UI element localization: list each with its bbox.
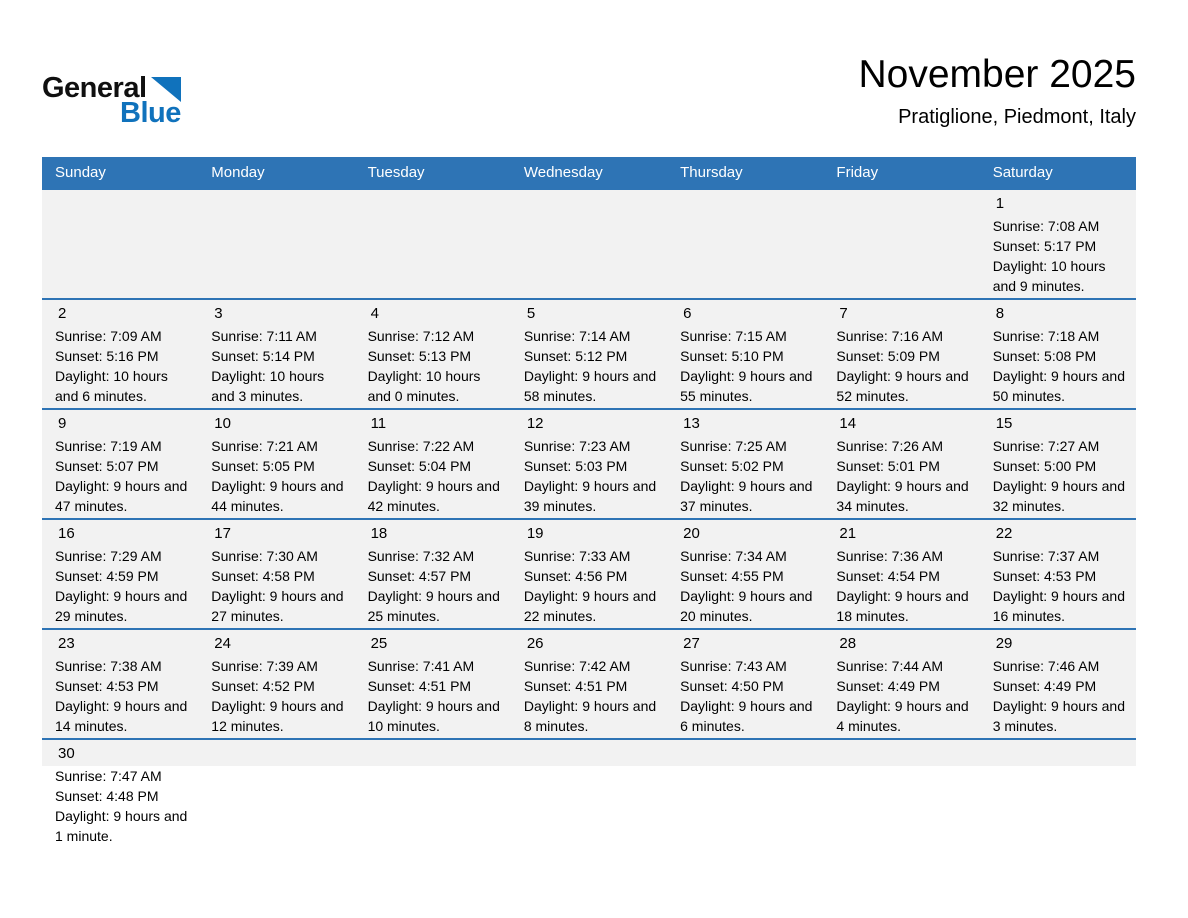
day-cell — [355, 410, 511, 518]
daylight-text: Daylight: 9 hours and 14 minutes. — [55, 698, 188, 734]
daylight-text: Daylight: 9 hours and 32 minutes. — [992, 478, 1125, 514]
day-number: 3 — [214, 305, 223, 322]
day-number: 13 — [683, 415, 700, 432]
sunset-text: Sunset: 5:13 PM — [367, 348, 472, 364]
weekday-header-row — [42, 157, 1136, 188]
title-block — [859, 52, 1137, 129]
empty-day-cell — [511, 190, 667, 298]
empty-day-cell — [980, 740, 1136, 846]
daylight-text: Daylight: 10 hours and 0 minutes. — [367, 368, 481, 404]
sunset-text: Sunset: 5:03 PM — [523, 458, 628, 474]
day-cell — [355, 630, 511, 738]
daylight-text: Daylight: 9 hours and 58 minutes. — [523, 368, 657, 404]
sunset-text: Sunset: 4:49 PM — [992, 678, 1097, 694]
daylight-text: Daylight: 9 hours and 1 minute. — [55, 808, 188, 844]
day-cell — [823, 300, 979, 408]
sunset-text: Sunset: 4:50 PM — [680, 678, 784, 694]
empty-day-cell — [42, 190, 198, 298]
day-cell — [511, 630, 667, 738]
day-number: 9 — [58, 415, 67, 432]
sunset-text: Sunset: 5:00 PM — [992, 458, 1097, 474]
sunrise-text: Sunrise: 7:26 AM — [836, 438, 944, 454]
day-number: 23 — [58, 635, 75, 652]
daylight-text: Daylight: 9 hours and 4 minutes. — [836, 698, 969, 734]
empty-day-cell — [511, 740, 667, 846]
day-cell — [980, 190, 1136, 298]
sunset-text: Sunset: 4:53 PM — [55, 678, 159, 694]
sunrise-text: Sunrise: 7:19 AM — [55, 438, 162, 454]
day-cell — [667, 300, 823, 408]
sunset-text: Sunset: 4:54 PM — [836, 568, 940, 584]
day-cell — [42, 740, 198, 846]
daylight-text: Daylight: 9 hours and 29 minutes. — [55, 588, 188, 624]
day-number: 12 — [526, 415, 544, 432]
sunset-text: Sunset: 4:48 PM — [55, 788, 159, 804]
weekday-header-tuesday: Tuesday — [367, 164, 425, 181]
daylight-text: Daylight: 9 hours and 52 minutes. — [836, 368, 969, 404]
week-row — [42, 408, 1136, 518]
empty-day-cell — [355, 740, 511, 846]
day-cell — [198, 520, 354, 628]
sunrise-text: Sunrise: 7:33 AM — [523, 548, 631, 564]
daylight-text: Daylight: 9 hours and 37 minutes. — [680, 478, 813, 514]
day-number: 11 — [370, 415, 387, 432]
day-cell — [42, 410, 198, 518]
calendar-table — [42, 157, 1136, 850]
week-row — [42, 188, 1136, 298]
sunset-text: Sunset: 5:04 PM — [367, 458, 472, 474]
sunrise-text: Sunrise: 7:16 AM — [836, 328, 944, 344]
day-number: 29 — [995, 635, 1013, 652]
sunrise-text: Sunrise: 7:12 AM — [367, 328, 475, 344]
day-number: 1 — [995, 195, 1005, 212]
sunset-text: Sunset: 5:14 PM — [211, 348, 315, 364]
logo-text-blue: Blue — [120, 97, 181, 129]
daylight-text: Daylight: 9 hours and 12 minutes. — [211, 698, 344, 734]
daylight-text: Daylight: 9 hours and 44 minutes. — [211, 478, 344, 514]
sunrise-text: Sunrise: 7:32 AM — [367, 548, 475, 564]
weekday-header-monday: Monday — [211, 164, 265, 181]
sunset-text: Sunset: 5:10 PM — [680, 348, 784, 364]
sunset-text: Sunset: 5:07 PM — [55, 458, 159, 474]
day-cell — [42, 300, 198, 408]
day-number: 20 — [683, 525, 700, 542]
sunset-text: Sunset: 5:01 PM — [836, 458, 940, 474]
day-cell — [823, 630, 979, 738]
weekday-header-thursday: Thursday — [680, 164, 743, 181]
daylight-text: Daylight: 10 hours and 6 minutes. — [55, 368, 168, 404]
sunrise-text: Sunrise: 7:34 AM — [680, 548, 787, 564]
daylight-text: Daylight: 9 hours and 10 minutes. — [367, 698, 500, 734]
day-cell — [667, 630, 823, 738]
daylight-text: Daylight: 9 hours and 25 minutes. — [367, 588, 500, 624]
empty-day-cell — [667, 740, 823, 846]
daylight-text: Daylight: 9 hours and 42 minutes. — [367, 478, 500, 514]
day-number: 28 — [839, 635, 857, 652]
weekday-header-wednesday: Wednesday — [523, 164, 603, 181]
sunrise-text: Sunrise: 7:21 AM — [211, 438, 318, 454]
day-number: 2 — [58, 305, 67, 322]
day-cell — [355, 300, 511, 408]
sunset-text: Sunset: 5:02 PM — [680, 458, 784, 474]
day-cell — [511, 520, 667, 628]
sunset-text: Sunset: 4:59 PM — [55, 568, 159, 584]
empty-day-cell — [355, 190, 511, 298]
sunrise-text: Sunrise: 7:25 AM — [680, 438, 787, 454]
sunset-text: Sunset: 5:09 PM — [836, 348, 940, 364]
daylight-text: Daylight: 9 hours and 3 minutes. — [992, 698, 1125, 734]
weekday-header-sunday: Sunday — [55, 164, 106, 181]
day-number: 21 — [839, 525, 857, 542]
sunrise-text: Sunrise: 7:08 AM — [992, 218, 1100, 234]
daylight-text: Daylight: 9 hours and 22 minutes. — [523, 588, 657, 624]
day-number: 22 — [995, 525, 1013, 542]
sunrise-text: Sunrise: 7:14 AM — [523, 328, 631, 344]
day-number: 17 — [214, 525, 231, 542]
day-cell — [511, 410, 667, 518]
sunrise-text: Sunrise: 7:47 AM — [55, 768, 162, 784]
sunrise-text: Sunrise: 7:30 AM — [211, 548, 318, 564]
day-number: 16 — [58, 525, 75, 542]
sunrise-text: Sunrise: 7:27 AM — [992, 438, 1100, 454]
month-title: November 2025 — [858, 53, 1136, 96]
daylight-text: Daylight: 10 hours and 9 minutes. — [992, 258, 1106, 294]
daylight-text: Daylight: 9 hours and 16 minutes. — [992, 588, 1125, 624]
day-number: 4 — [370, 305, 379, 322]
day-number: 8 — [995, 305, 1005, 322]
week-row — [42, 298, 1136, 408]
day-cell — [980, 630, 1136, 738]
day-cell — [980, 520, 1136, 628]
sunset-text: Sunset: 4:55 PM — [680, 568, 784, 584]
sunset-text: Sunset: 4:51 PM — [523, 678, 628, 694]
empty-day-cell — [823, 190, 979, 298]
sunrise-text: Sunrise: 7:18 AM — [992, 328, 1100, 344]
day-cell — [823, 520, 979, 628]
day-cell — [198, 630, 354, 738]
sunrise-text: Sunrise: 7:09 AM — [55, 328, 162, 344]
general-blue-logo — [42, 74, 262, 158]
sunset-text: Sunset: 4:56 PM — [523, 568, 628, 584]
day-number: 30 — [58, 745, 75, 762]
daylight-text: Daylight: 9 hours and 18 minutes. — [836, 588, 969, 624]
day-cell — [667, 410, 823, 518]
day-cell — [355, 520, 511, 628]
sunset-text: Sunset: 5:08 PM — [992, 348, 1097, 364]
sunset-text: Sunset: 5:12 PM — [523, 348, 628, 364]
location-subtitle: Pratiglione, Piedmont, Italy — [898, 106, 1136, 128]
day-cell — [198, 410, 354, 518]
daylight-text: Daylight: 9 hours and 34 minutes. — [836, 478, 969, 514]
sunset-text: Sunset: 4:52 PM — [211, 678, 315, 694]
sunrise-text: Sunrise: 7:29 AM — [55, 548, 162, 564]
sunset-text: Sunset: 5:05 PM — [211, 458, 315, 474]
week-row — [42, 738, 1136, 850]
empty-day-cell — [198, 740, 354, 846]
empty-day-cell — [823, 740, 979, 846]
weekday-header-friday: Friday — [836, 164, 879, 181]
sunrise-text: Sunrise: 7:22 AM — [367, 438, 475, 454]
calendar-grid — [42, 188, 1136, 850]
daylight-text: Daylight: 9 hours and 39 minutes. — [523, 478, 657, 514]
daylight-text: Daylight: 9 hours and 50 minutes. — [992, 368, 1125, 404]
sunrise-text: Sunrise: 7:41 AM — [367, 658, 475, 674]
daylight-text: Daylight: 9 hours and 20 minutes. — [680, 588, 813, 624]
daylight-text: Daylight: 9 hours and 6 minutes. — [680, 698, 813, 734]
day-number: 27 — [683, 635, 700, 652]
daylight-text: Daylight: 9 hours and 55 minutes. — [680, 368, 813, 404]
sunrise-text: Sunrise: 7:36 AM — [836, 548, 944, 564]
sunrise-text: Sunrise: 7:46 AM — [992, 658, 1100, 674]
day-number: 6 — [683, 305, 692, 322]
week-row — [42, 518, 1136, 628]
day-number: 19 — [526, 525, 544, 542]
sunset-text: Sunset: 4:49 PM — [836, 678, 940, 694]
day-number: 15 — [995, 415, 1013, 432]
sunrise-text: Sunrise: 7:44 AM — [836, 658, 944, 674]
day-cell — [980, 300, 1136, 408]
sunrise-text: Sunrise: 7:43 AM — [680, 658, 787, 674]
day-number: 7 — [839, 305, 848, 322]
sunrise-text: Sunrise: 7:37 AM — [992, 548, 1100, 564]
empty-day-cell — [198, 190, 354, 298]
daylight-text: Daylight: 9 hours and 8 minutes. — [523, 698, 657, 734]
daylight-text: Daylight: 9 hours and 47 minutes. — [55, 478, 188, 514]
day-number: 25 — [370, 635, 388, 652]
sunset-text: Sunset: 5:17 PM — [992, 238, 1097, 254]
daylight-text: Daylight: 10 hours and 3 minutes. — [211, 368, 325, 404]
page-header — [42, 52, 1136, 158]
sunset-text: Sunset: 5:16 PM — [55, 348, 159, 364]
day-number: 10 — [214, 415, 231, 432]
day-cell — [198, 300, 354, 408]
sunrise-text: Sunrise: 7:23 AM — [523, 438, 631, 454]
empty-day-cell — [667, 190, 823, 298]
sunrise-text: Sunrise: 7:38 AM — [55, 658, 162, 674]
day-number: 26 — [526, 635, 544, 652]
sunrise-text: Sunrise: 7:42 AM — [523, 658, 631, 674]
sunset-text: Sunset: 4:53 PM — [992, 568, 1097, 584]
sunrise-text: Sunrise: 7:15 AM — [680, 328, 787, 344]
day-cell — [980, 410, 1136, 518]
sunset-text: Sunset: 4:51 PM — [367, 678, 472, 694]
sunrise-text: Sunrise: 7:39 AM — [211, 658, 318, 674]
day-number: 18 — [370, 525, 388, 542]
day-cell — [511, 300, 667, 408]
sunrise-text: Sunrise: 7:11 AM — [211, 328, 317, 344]
day-number: 14 — [839, 415, 857, 432]
day-cell — [42, 520, 198, 628]
day-number: 24 — [214, 635, 231, 652]
day-cell — [667, 520, 823, 628]
week-row — [42, 628, 1136, 738]
sunset-text: Sunset: 4:57 PM — [367, 568, 472, 584]
logo-text-general: General — [42, 72, 147, 104]
day-cell — [42, 630, 198, 738]
day-cell — [823, 410, 979, 518]
weekday-header-saturday: Saturday — [992, 164, 1053, 181]
sunset-text: Sunset: 4:58 PM — [211, 568, 315, 584]
day-number: 5 — [526, 305, 536, 322]
daylight-text: Daylight: 9 hours and 27 minutes. — [211, 588, 344, 624]
